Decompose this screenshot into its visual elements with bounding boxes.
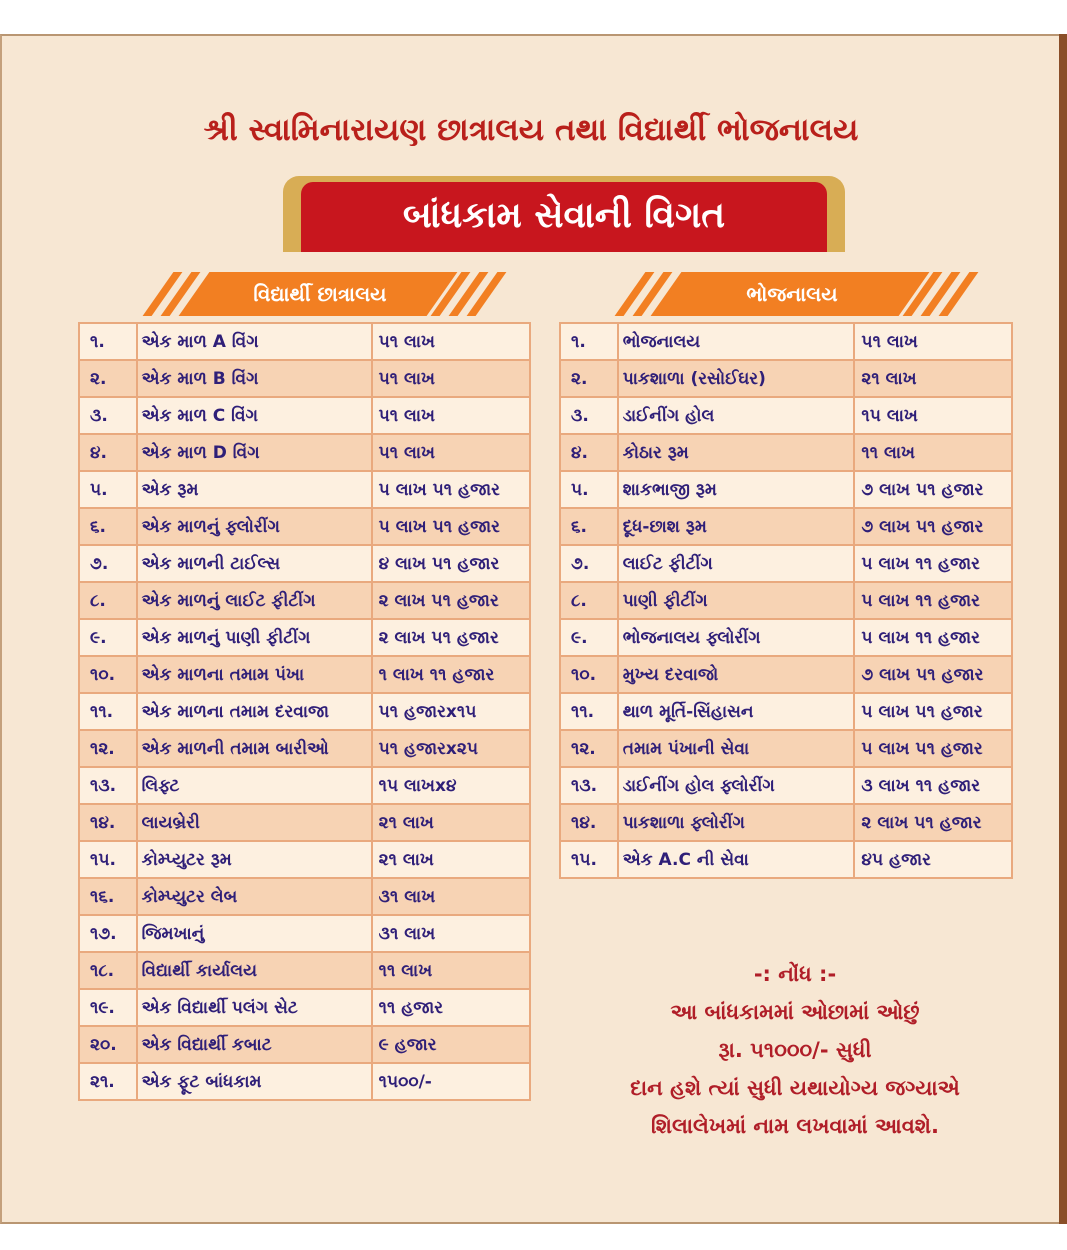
table-row (560, 693, 1012, 730)
item-amount: ૫ લાખ ૧૧ હજાર (854, 545, 1012, 582)
table-row (560, 545, 1012, 582)
row-number: ૧૧. (79, 693, 137, 730)
note-line: શિલાલેખમાં નામ લખવામાં આવશે. (651, 1114, 939, 1138)
row-number: ૨૦. (79, 1026, 137, 1063)
row-number: ૧૩. (560, 767, 618, 804)
table-row (560, 656, 1012, 693)
item-name: લિફ્ટ (137, 767, 372, 804)
row-number: ૪. (560, 434, 618, 471)
note-line: દાન હશે ત્યાં સુધી યથાયોગ્ય જગ્યાએ (630, 1076, 960, 1100)
table-row (79, 989, 530, 1026)
row-number: ૬. (560, 508, 618, 545)
item-amount: ૨૧ લાખ (854, 360, 1012, 397)
table-row (560, 397, 1012, 434)
row-number: ૧૫. (79, 841, 137, 878)
row-number: ૧૩. (79, 767, 137, 804)
item-amount: ૭ લાખ ૫૧ હજાર (854, 508, 1012, 545)
item-name: ભોજનાલય ફ્લોરીંગ (618, 619, 855, 656)
row-number: ૧. (560, 323, 618, 360)
item-name: એક વિદ્યાર્થી કબાટ (137, 1026, 372, 1063)
item-amount: ૫ લાખ ૫૧ હજાર (854, 730, 1012, 767)
item-amount: ૫ લાખ ૫૧ હજાર (854, 693, 1012, 730)
row-number: ૧૫. (560, 841, 618, 878)
row-number: ૧૬. (79, 878, 137, 915)
page-title: શ્રી સ્વામિનારાયણ છાત્રાલય તથા વિદ્યાર્થી ભોજનાલય (203, 112, 859, 148)
item-amount: ૫૧ લાખ (854, 323, 1012, 360)
table-row (79, 545, 530, 582)
item-amount: ૧૧ લાખ (372, 952, 530, 989)
row-number: ૭. (79, 545, 137, 582)
item-name: તમામ પંખાની સેવા (618, 730, 855, 767)
table-row (560, 360, 1012, 397)
table-row (560, 619, 1012, 656)
item-name: લાયબ્રેરી (137, 804, 372, 841)
item-amount: ૨ લાખ ૫૧ હજાર (372, 619, 530, 656)
item-name: ભોજનાલય (618, 323, 855, 360)
item-amount: ૧૧ હજાર (372, 989, 530, 1026)
item-name: દૂધ-છાશ રૂમ (618, 508, 855, 545)
item-name: એક માળ C વિંગ (137, 397, 372, 434)
item-amount: ૨ લાખ ૫૧ હજાર (854, 804, 1012, 841)
item-name: શાકભાજી રૂમ (618, 471, 855, 508)
hostel-table (78, 322, 531, 1101)
item-amount: ૫૧ લાખ (372, 323, 530, 360)
table-row (79, 841, 530, 878)
item-amount: ૧૫૦૦/- (372, 1063, 530, 1100)
item-name: લાઈટ ફીટીંગ (618, 545, 855, 582)
item-name: કોમ્પ્યુટર લેબ (137, 878, 372, 915)
item-amount: ૯ હજાર (372, 1026, 530, 1063)
item-name: એક વિદ્યાર્થી પલંગ સેટ (137, 989, 372, 1026)
right-section-title: ભોજનાલય (746, 282, 838, 306)
item-name: વિદ્યાર્થી કાર્યાલય (137, 952, 372, 989)
item-name: એક માળ A વિંગ (137, 323, 372, 360)
row-number: ૧૮. (79, 952, 137, 989)
item-name: એક માળનું ફ્લોરીંગ (137, 508, 372, 545)
item-amount: ૨૧ લાખ (372, 804, 530, 841)
item-amount: ૨ લાખ ૫૧ હજાર (372, 582, 530, 619)
item-name: એક રૂમ (137, 471, 372, 508)
row-number: ૧૨. (560, 730, 618, 767)
item-amount: ૫૧ લાખ (372, 434, 530, 471)
left-section-heading (140, 272, 500, 316)
row-number: ૮. (79, 582, 137, 619)
item-name: પાણી ફીટીંગ (618, 582, 855, 619)
banner-text: બાંધકામ સેવાની વિગત (301, 182, 827, 252)
table-row (560, 582, 1012, 619)
table-row (79, 397, 530, 434)
table-row (79, 767, 530, 804)
item-amount: ૧ લાખ ૧૧ હજાર (372, 656, 530, 693)
row-number: ૯. (79, 619, 137, 656)
table-row (79, 730, 530, 767)
item-amount: ૫૧ હજારx૧૫ (372, 693, 530, 730)
item-name: એક માળની તમામ બારીઓ (137, 730, 372, 767)
item-amount: ૫ લાખ ૧૧ હજાર (854, 619, 1012, 656)
item-amount: ૫ લાખ ૫૧ હજાર (372, 471, 530, 508)
item-name: એક માળનું લાઈટ ફીટીંગ (137, 582, 372, 619)
item-name: એક A.C ની સેવા (618, 841, 855, 878)
table-row (79, 582, 530, 619)
table-row (79, 915, 530, 952)
row-number: ૧૦. (79, 656, 137, 693)
banner (283, 176, 845, 252)
note-line: આ બાંધકામમાં ઓછામાં ઓછું (670, 1000, 920, 1024)
row-number: ૧૯. (79, 989, 137, 1026)
table-row (560, 508, 1012, 545)
item-name: એક માળ D વિંગ (137, 434, 372, 471)
item-amount: ૪ લાખ ૫૧ હજાર (372, 545, 530, 582)
item-amount: ૭ લાખ ૫૧ હજાર (854, 471, 1012, 508)
row-number: ૫. (560, 471, 618, 508)
item-amount: ૪૫ હજાર (854, 841, 1012, 878)
row-number: ૩. (79, 397, 137, 434)
item-amount: ૫ લાખ ૫૧ હજાર (372, 508, 530, 545)
table-row (560, 471, 1012, 508)
item-amount: ૫૧ હજારx૨૫ (372, 730, 530, 767)
item-name: થાળ મૂર્તિ-સિંહાસન (618, 693, 855, 730)
item-amount: ૧૫ લાખx૪ (372, 767, 530, 804)
item-amount: ૩ લાખ ૧૧ હજાર (854, 767, 1012, 804)
item-name: પાકશાળા ફ્લોરીંગ (618, 804, 855, 841)
item-amount: ૧૫ લાખ (854, 397, 1012, 434)
table-row (79, 693, 530, 730)
table-row (560, 323, 1012, 360)
row-number: ૩. (560, 397, 618, 434)
row-number: ૮. (560, 582, 618, 619)
item-amount: ૫૧ લાખ (372, 397, 530, 434)
item-name: ડાઈનીંગ હોલ ફ્લોરીંગ (618, 767, 855, 804)
dining-table (559, 322, 1013, 879)
item-name: એક ફૂટ બાંધકામ (137, 1063, 372, 1100)
row-number: ૫. (79, 471, 137, 508)
table-row (79, 434, 530, 471)
item-name: પાકશાળા (રસોઈઘર) (618, 360, 855, 397)
row-number: ૭. (560, 545, 618, 582)
row-number: ૧૧. (560, 693, 618, 730)
table-row (560, 804, 1012, 841)
right-edge-bar (1059, 34, 1067, 1224)
table-row (79, 656, 530, 693)
table-row (79, 952, 530, 989)
table-row (560, 841, 1012, 878)
table-row (79, 323, 530, 360)
note-box (575, 955, 1015, 1145)
row-number: ૧૪. (560, 804, 618, 841)
table-row (79, 1063, 530, 1100)
row-number: ૨. (560, 360, 618, 397)
table-row (560, 767, 1012, 804)
left-section-title: વિદ્યાર્થી છાત્રાલય (253, 282, 387, 306)
item-name: એક માળના તમામ દરવાજા (137, 693, 372, 730)
table-row (560, 730, 1012, 767)
row-number: ૪. (79, 434, 137, 471)
item-amount: ૭ લાખ ૫૧ હજાર (854, 656, 1012, 693)
item-name: ડાઈનીંગ હોલ (618, 397, 855, 434)
item-amount: ૫ લાખ ૧૧ હજાર (854, 582, 1012, 619)
table-row (79, 619, 530, 656)
item-name: કોઠાર રૂમ (618, 434, 855, 471)
item-amount: ૩૧ લાખ (372, 878, 530, 915)
item-name: એક માળની ટાઈલ્સ (137, 545, 372, 582)
item-name: એક માળનું પાણી ફીટીંગ (137, 619, 372, 656)
row-number: ૧૭. (79, 915, 137, 952)
row-number: ૨. (79, 360, 137, 397)
item-name: એક માળના તમામ પંખા (137, 656, 372, 693)
table-row (79, 508, 530, 545)
note-heading: -: નોંધ :- (753, 962, 837, 986)
row-number: ૬. (79, 508, 137, 545)
table-row (79, 878, 530, 915)
row-number: ૧૦. (560, 656, 618, 693)
item-name: કોમ્પ્યુટર રૂમ (137, 841, 372, 878)
table-row (79, 471, 530, 508)
table-row (79, 1026, 530, 1063)
note-line: રૂા. ૫૧૦૦૦/- સુધી (718, 1038, 872, 1062)
item-amount: ૩૧ લાખ (372, 915, 530, 952)
row-number: ૯. (560, 619, 618, 656)
right-section-heading (612, 272, 972, 316)
item-amount: ૧૧ લાખ (854, 434, 1012, 471)
item-amount: ૨૧ લાખ (372, 841, 530, 878)
row-number: ૧૨. (79, 730, 137, 767)
item-name: જિમખાનું (137, 915, 372, 952)
table-row (79, 804, 530, 841)
item-name: એક માળ B વિંગ (137, 360, 372, 397)
table-row (560, 434, 1012, 471)
item-name: મુખ્ય દરવાજો (618, 656, 855, 693)
item-amount: ૫૧ લાખ (372, 360, 530, 397)
row-number: ૧૪. (79, 804, 137, 841)
row-number: ૧. (79, 323, 137, 360)
row-number: ૨૧. (79, 1063, 137, 1100)
table-row (79, 360, 530, 397)
